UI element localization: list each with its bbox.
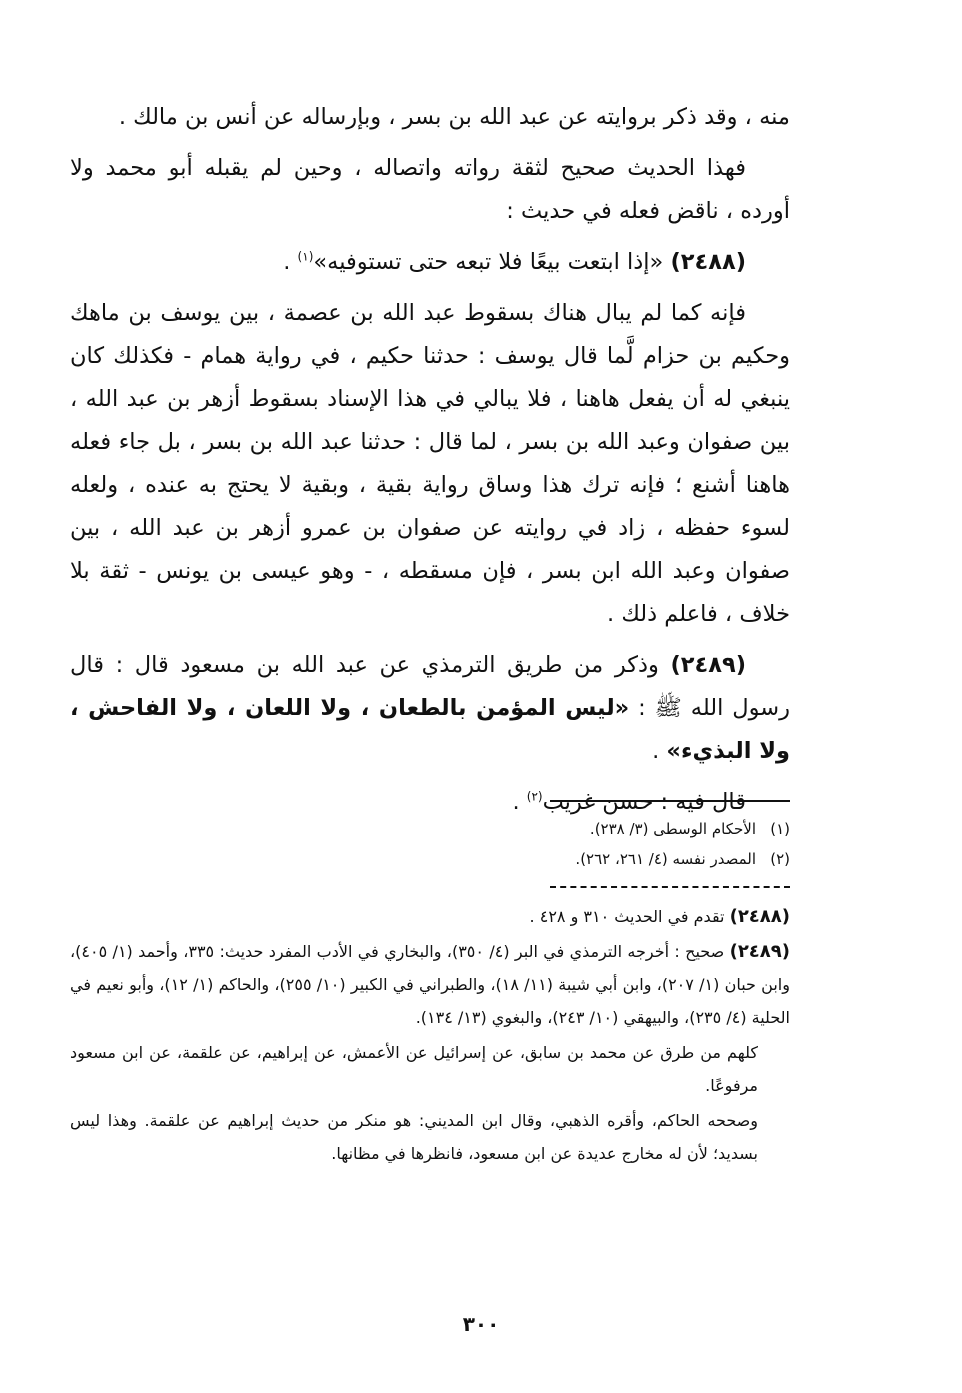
hadith-2488: [70, 241, 790, 284]
takhrij-separator: [550, 886, 790, 888]
page-number: ٣٠٠: [462, 1312, 500, 1336]
footnote-separator: [550, 800, 790, 802]
hadith-number-2488: (٢٤٨٨): [670, 249, 746, 275]
hadith-2488-end: .: [283, 249, 298, 275]
hadith-number-2489: (٢٤٨٩): [670, 652, 746, 678]
takhrij-text-2488: تقدم في الحديث ٣١٠ و ٤٢٨ .: [529, 907, 730, 926]
takhrij-2488: [70, 900, 790, 933]
footnotes: [70, 814, 790, 874]
footnote-text: المصدر نفسه (٤/ ٢٦١، ٢٦٢).: [575, 850, 756, 868]
takhrij-note-1: كلهم من طرق عن محمد بن سابق، عن إسرائيل عن الأعمش، عن إبراهيم، عن علقمة، عن ابن مسعود مرفوعًا.: [70, 1043, 758, 1095]
paragraph-3: فإنه كما لم يبال هناك بسقوط عبد الله بن عصمة ، بين يوسف بن ماهك وحكيم بن حزام لَّما قال يوسف : حدثنا حكيم ، في رواية همام - فكذلك كان ينبغي له أن يفعل هاهنا ، فلا يبالي في هذا الإسناد بسقوط أزهر بن عبد الله ، بين صفوان وعبد الله بن بسر ، لما قال : حدثنا عبد الله بن بسر ، بل جاء فعله هاهنا أشنع ؛ فإنه ترك هذا وساق رواية بقية ، وبقية لا يحتج به عنده ، ولعله لسوء حفظه ، زاد في روايته عن صفوان بن عمرو أزهر بن عبد الله ، بين صفوان وعبد الله ابن بسر ، فإن مسقطه ، - وهو عيسى بن يونس - ثقة بلا خلاف ، فاعلم ذلك .: [70, 300, 790, 627]
paragraph-1: منه ، وقد ذكر بروايته عن عبد الله بن بسر ، وبإرساله عن أنس بن مالك .: [118, 104, 790, 130]
footnote-text: الأحكام الوسطى (٣/ ٢٣٨).: [589, 820, 756, 838]
footnote-ref-2: (٢): [526, 789, 543, 804]
footnote-1: [70, 814, 790, 844]
takhrij-section: [70, 900, 790, 1172]
hadith-2489: [70, 644, 790, 773]
main-text: [70, 96, 790, 824]
takhrij-number-2489: (٢٤٨٩): [729, 941, 790, 962]
paragraph-4-end: .: [512, 789, 527, 815]
takhrij-2489: [70, 935, 790, 1034]
paragraph-4-text: قال فيه : حسن غريب: [542, 789, 746, 815]
takhrij-text-2489: صحيح : أخرجه الترمذي في البر (٤/ ٣٥٠)، والبخاري في الأدب المفرد حديث: ٣٣٥، وأحمد (١/ ٤٠٥)، وابن حبان (١/ ٢٠٧)، وابن أبي شيبة (١١/ ١٨)، والطبراني في الكبير (١٠/ ٢٥٥)، والحاكم (١/ ١٢)، وأبو نعيم في الحلية (٤/ ٢٣٥)، والبيهقي (١٠/ ٢٤٣)، والبغوي (١٣/ ١٣٤).: [70, 942, 790, 1027]
paragraph-2: فهذا الحديث صحيح لثقة رواته واتصاله ، وحين لم يقبله أبو محمد ولا أورده ، ناقض فعله في حديث :: [70, 155, 790, 224]
footnote-number: (٢): [770, 850, 790, 868]
footnote-number: (١): [770, 820, 790, 838]
takhrij-note-2: وصححه الحاكم، وأقره الذهبي، وقال ابن المديني: هو منكر من حديث إبراهيم عن علقمة. وهذا ليس بسديد؛ لأن له مخارج عديدة عن ابن مسعود، فانظرها في مظانها.: [70, 1111, 758, 1163]
hadith-intro-2489: وذكر من طريق الترمذي عن عبد الله بن مسعود قال : قال رسول الله ﷺ :: [70, 652, 790, 721]
footnote-ref-1: (١): [297, 249, 314, 264]
hadith-2489-end: .: [652, 738, 667, 764]
footnote-2: [70, 844, 790, 874]
hadith-text-2488: «إذا ابتعت بيعًا فلا تبعه حتى تستوفيه»: [313, 249, 664, 275]
hadith-text-2489: «ليس المؤمن بالطعان ، ولا اللعان ، ولا الفاحش ، ولا البذيء»: [70, 695, 790, 764]
page-body: [70, 96, 790, 1163]
takhrij-number-2488: (٢٤٨٨): [729, 906, 790, 927]
